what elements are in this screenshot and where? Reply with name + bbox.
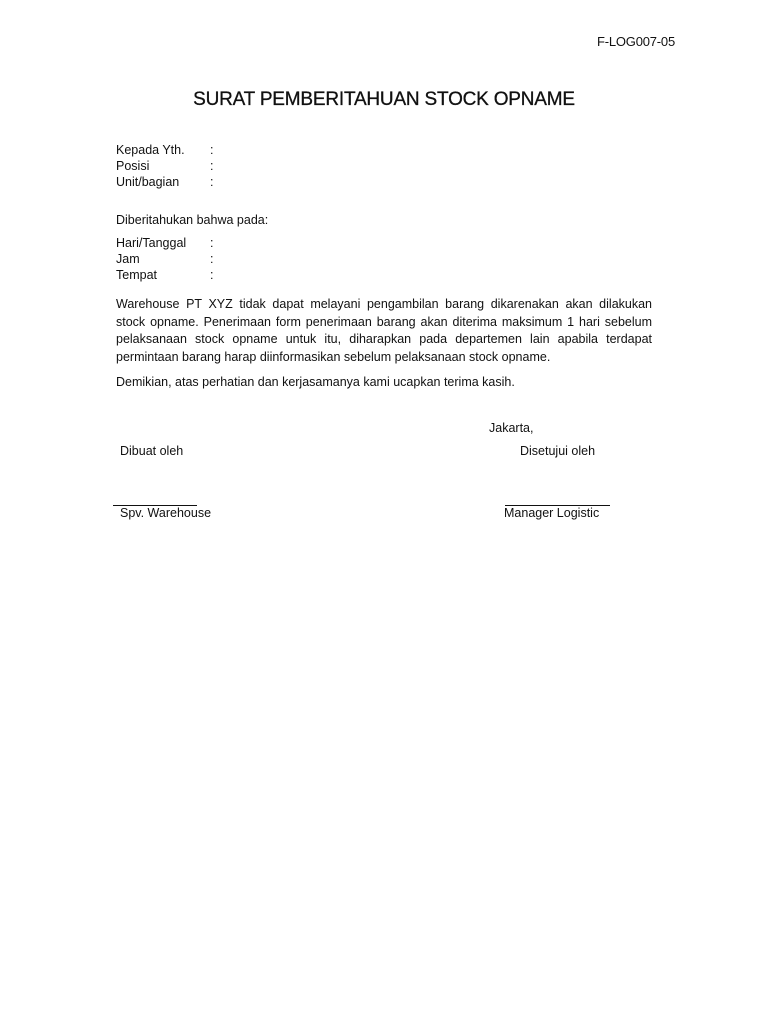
field-row-jam	[116, 251, 220, 267]
field-label: Tempat	[116, 268, 157, 282]
closing-text: Demikian, atas perhatian dan kerjasamanya kami ucapkan terima kasih.	[116, 375, 515, 389]
signature-place: Jakarta,	[489, 421, 534, 435]
field-row-posisi	[116, 158, 220, 174]
schedule-fields	[116, 235, 220, 283]
recipient-fields	[116, 142, 220, 190]
field-label: Posisi	[116, 159, 150, 173]
made-by-role: Spv. Warehouse	[120, 506, 212, 520]
document-title: SURAT PEMBERITAHUAN STOCK OPNAME	[193, 89, 575, 110]
field-colon: :	[210, 159, 214, 173]
field-row-hari-tanggal	[116, 235, 220, 251]
field-label: Hari/Tanggal	[116, 236, 187, 250]
field-label: Kepada Yth.	[116, 143, 185, 157]
form-code: F-LOG007-05	[596, 34, 675, 49]
field-row-kepada	[116, 142, 220, 158]
field-colon: :	[210, 236, 214, 250]
field-colon: :	[210, 268, 214, 282]
announcement-text: Diberitahukan bahwa pada:	[116, 213, 269, 227]
body-paragraph: Warehouse PT XYZ tidak dapat melayani pengambilan barang dikarenakan akan dilakukan stock opname. Penerimaan form penerimaan barang akan diterima maksimum 1 hari sebelum pelaksanaan stock opname untuk itu, diharapkan pada departemen lain apabila terdapat permintaan barang harap diinformasikan sebelum pelaksanaan stock opname.	[116, 297, 652, 364]
approved-by-role: Manager Logistic	[504, 506, 600, 520]
field-label: Unit/bagian	[116, 175, 180, 189]
approved-by-label: Disetujui oleh	[520, 444, 596, 458]
field-label: Jam	[116, 252, 140, 266]
field-colon: :	[210, 143, 214, 157]
field-row-tempat	[116, 267, 220, 283]
field-colon: :	[210, 252, 214, 266]
field-colon: :	[210, 175, 214, 189]
field-row-unit	[116, 174, 220, 190]
made-by-label: Dibuat oleh	[120, 444, 184, 458]
